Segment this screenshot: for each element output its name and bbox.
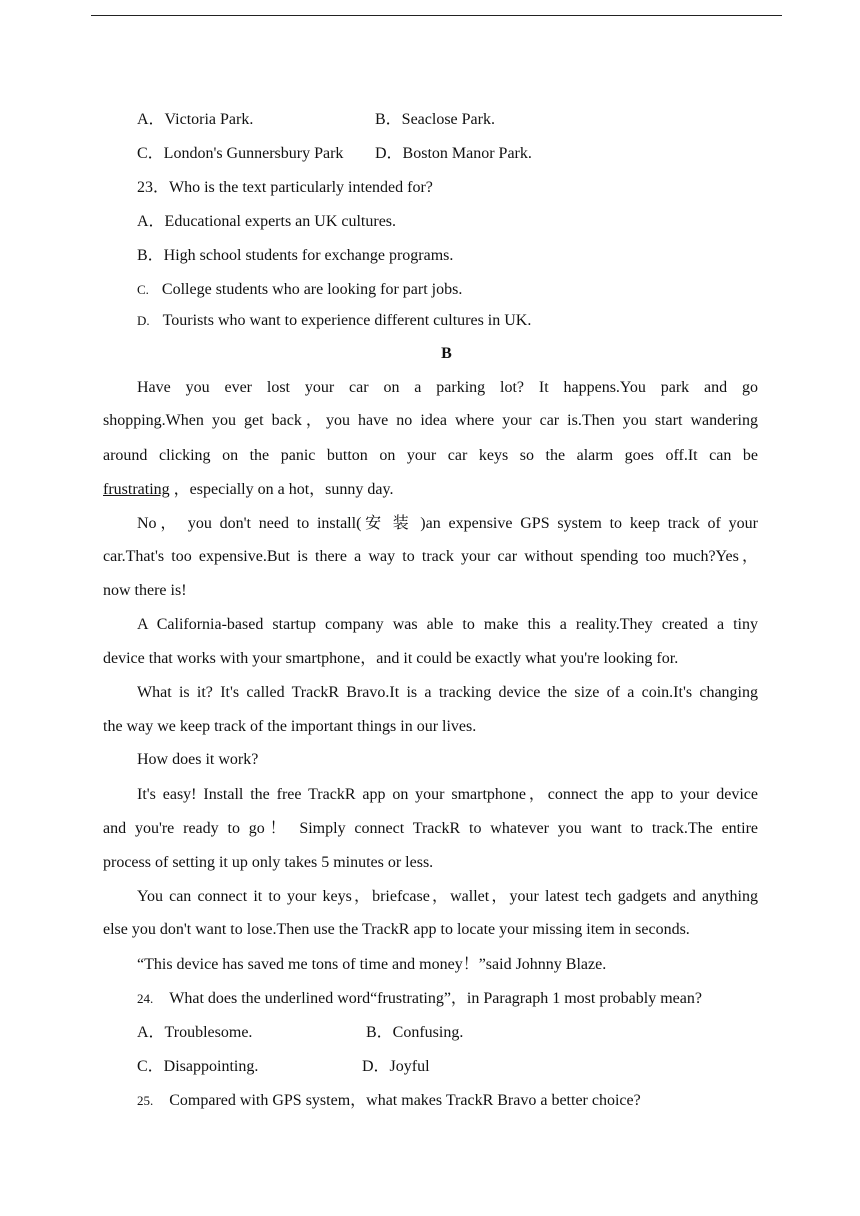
q23-option-d-label: D. (137, 313, 150, 328)
p1-line-1: Have you ever lost your car on a parking lot? It happens.You park and go (137, 379, 758, 396)
q23-option-c-label: C. (137, 282, 149, 297)
q22-option-c: C．London's Gunnersbury Park (137, 145, 344, 162)
p5-line: How does it work? (137, 751, 259, 768)
p4-line-2: the way we keep track of the important things in our lives. (103, 718, 477, 735)
q22-option-a: A．Victoria Park. (137, 111, 254, 128)
p7-line-2: else you don't want to lose.Then use the TrackR app to locate your missing item in seconds. (103, 921, 690, 938)
p2-line-3: now there is! (103, 582, 187, 599)
p1-line-4 (103, 480, 393, 500)
q24-option-c: C．Disappointing. (137, 1058, 259, 1075)
q22-option-b: B．Seaclose Park. (375, 111, 495, 128)
q24-stem: What does the underlined word“frustrating”，in Paragraph 1 most probably mean? (169, 990, 702, 1007)
q24-stem-row (137, 989, 702, 1009)
q24-option-d: D．Joyful (362, 1058, 430, 1075)
p1-line-2: shopping.When you get back，you have no idea where your car is.Then you start wandering (103, 412, 758, 429)
section-heading: B (441, 345, 452, 362)
p1-line-4-rest: ，especially on a hot，sunny day. (173, 481, 394, 498)
q24-number: 24. (137, 991, 154, 1006)
p1-line-3: around clicking on the panic button on your car keys so the alarm goes off.It can be (103, 447, 758, 464)
q23-option-b: B．High school students for exchange programs. (137, 247, 454, 264)
q24-option-b: B．Confusing. (366, 1024, 464, 1041)
q25-stem-row (137, 1091, 641, 1111)
p6-line-1: It's easy! Install the free TrackR app on your smartphone，connect the app to your device (137, 786, 758, 803)
q23-stem: 23．Who is the text particularly intended for? (137, 179, 433, 196)
underlined-word: frustrating (103, 481, 170, 498)
p7-line-1: You can connect it to your keys，briefcase，wallet，your latest tech gadgets and anything (137, 888, 758, 905)
q25-number: 25. (137, 1093, 154, 1108)
q25-stem: Compared with GPS system，what makes TrackR Bravo a better choice? (169, 1092, 641, 1109)
q23-option-d (137, 311, 531, 331)
p6-line-2: and you're ready to go！ Simply connect TrackR to whatever you want to track.The entire (103, 820, 758, 837)
p3-line-2: device that works with your smartphone，and it could be exactly what you're looking for. (103, 650, 679, 667)
p2-line-2: car.That's too expensive.But is there a way to track your car without spending too much?Yes， (103, 548, 759, 565)
p4-line-1: What is it? It's called TrackR Bravo.It is a tracking device the size of a coin.It's changing (137, 684, 758, 701)
q22-option-d: D．Boston Manor Park. (375, 145, 532, 162)
p6-line-3: process of setting it up only takes 5 minutes or less. (103, 854, 434, 871)
q23-option-d-text: Tourists who want to experience different cultures in UK. (162, 312, 532, 329)
header-rule (91, 15, 782, 16)
p8-quote: “This device has saved me tons of time and money！”said Johnny Blaze. (137, 956, 607, 973)
q23-option-c (137, 280, 462, 300)
q23-option-c-text: College students who are looking for part jobs. (161, 281, 463, 298)
q24-option-a: A．Troublesome. (137, 1024, 253, 1041)
q23-option-a: A．Educational experts an UK cultures. (137, 213, 397, 230)
p3-line-1: A California‐based startup company was able to make this a reality.They created a tiny (137, 616, 758, 633)
p2-line-1: No， you don't need to install(安 装 )an expensive GPS system to keep track of your (137, 515, 758, 532)
